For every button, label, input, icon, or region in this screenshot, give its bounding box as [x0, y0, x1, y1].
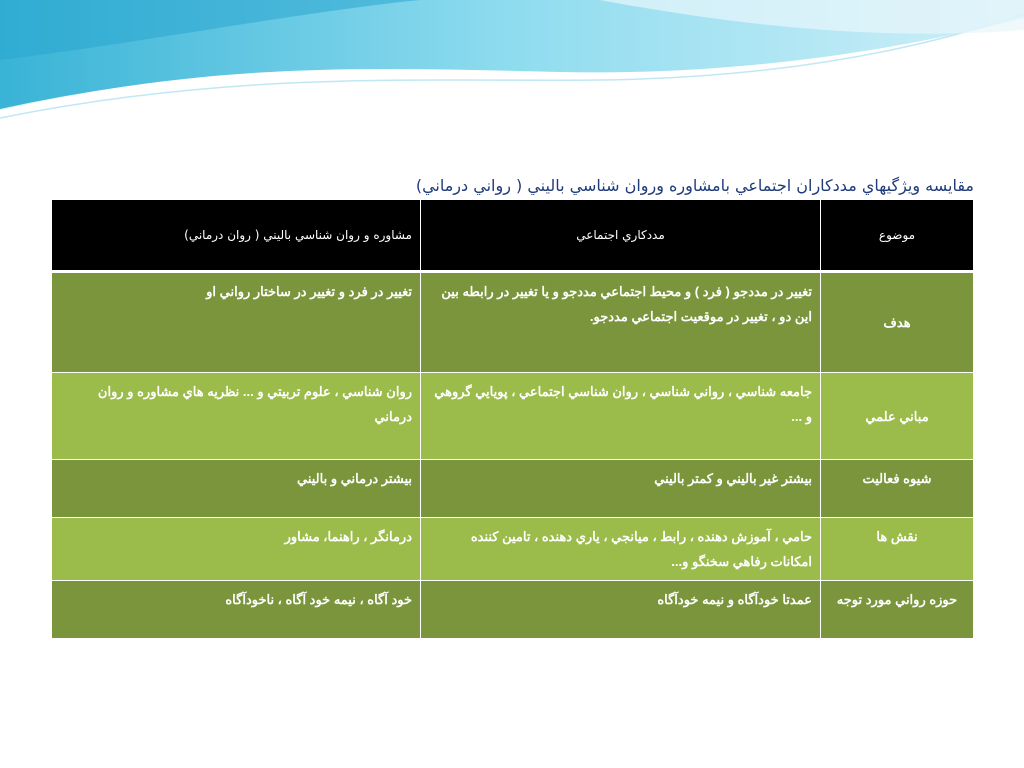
row-social-work: حامي ، آموزش دهنده ، رابط ، ميانجي ، ياري دهنده ، تامين كننده امكانات رفاهي سخنگو و... — [421, 518, 821, 581]
row-topic: نقش ها — [821, 518, 974, 581]
header-social-work: مددكاري اجتماعي — [421, 200, 821, 272]
slide-title: مقايسه ويژگيهاي مددكاران اجتماعي بامشاوره وروان شناسي باليني ( رواني درماني) — [415, 176, 974, 195]
row-topic: مباني علمي — [821, 373, 974, 460]
table-row — [52, 460, 974, 518]
comparison-table — [51, 199, 974, 639]
table-row — [52, 518, 974, 581]
table-row — [52, 272, 974, 373]
row-social-work: بيشتر غير باليني و كمتر باليني — [421, 460, 821, 518]
header-counseling: مشاوره و روان شناسي باليني ( روان درماني) — [52, 200, 421, 272]
header-topic: موضوع — [821, 200, 974, 272]
decorative-wave-banner — [0, 0, 1024, 140]
row-counseling: روان شناسي ، علوم تربيتي و ... نظريه هاي مشاوره و روان درماني — [52, 373, 421, 460]
row-counseling: بيشتر درماني و باليني — [52, 460, 421, 518]
row-topic: هدف — [821, 272, 974, 373]
row-counseling: خود آگاه ، نيمه خود آگاه ، ناخودآگاه — [52, 581, 421, 639]
row-social-work: عمدتا خودآگاه و نيمه خودآگاه — [421, 581, 821, 639]
table-row — [52, 581, 974, 639]
row-counseling: درمانگر ، راهنما، مشاور — [52, 518, 421, 581]
table-row — [52, 373, 974, 460]
header-row — [52, 200, 974, 272]
row-social-work: جامعه شناسي ، رواني شناسي ، روان شناسي اجتماعي ، پويايي گروهي و ... — [421, 373, 821, 460]
row-topic: حوزه رواني مورد توجه — [821, 581, 974, 639]
row-social-work: تغيير در مددجو ( فرد ) و محيط اجتماعي مددجو و يا تغيير در رابطه بين اين دو ، تغيير در موقعيت اجتماعي مددجو. — [421, 272, 821, 373]
row-topic: شيوه فعاليت — [821, 460, 974, 518]
row-counseling: تغيير در فرد و تغيير در ساختار رواني او — [52, 272, 421, 373]
